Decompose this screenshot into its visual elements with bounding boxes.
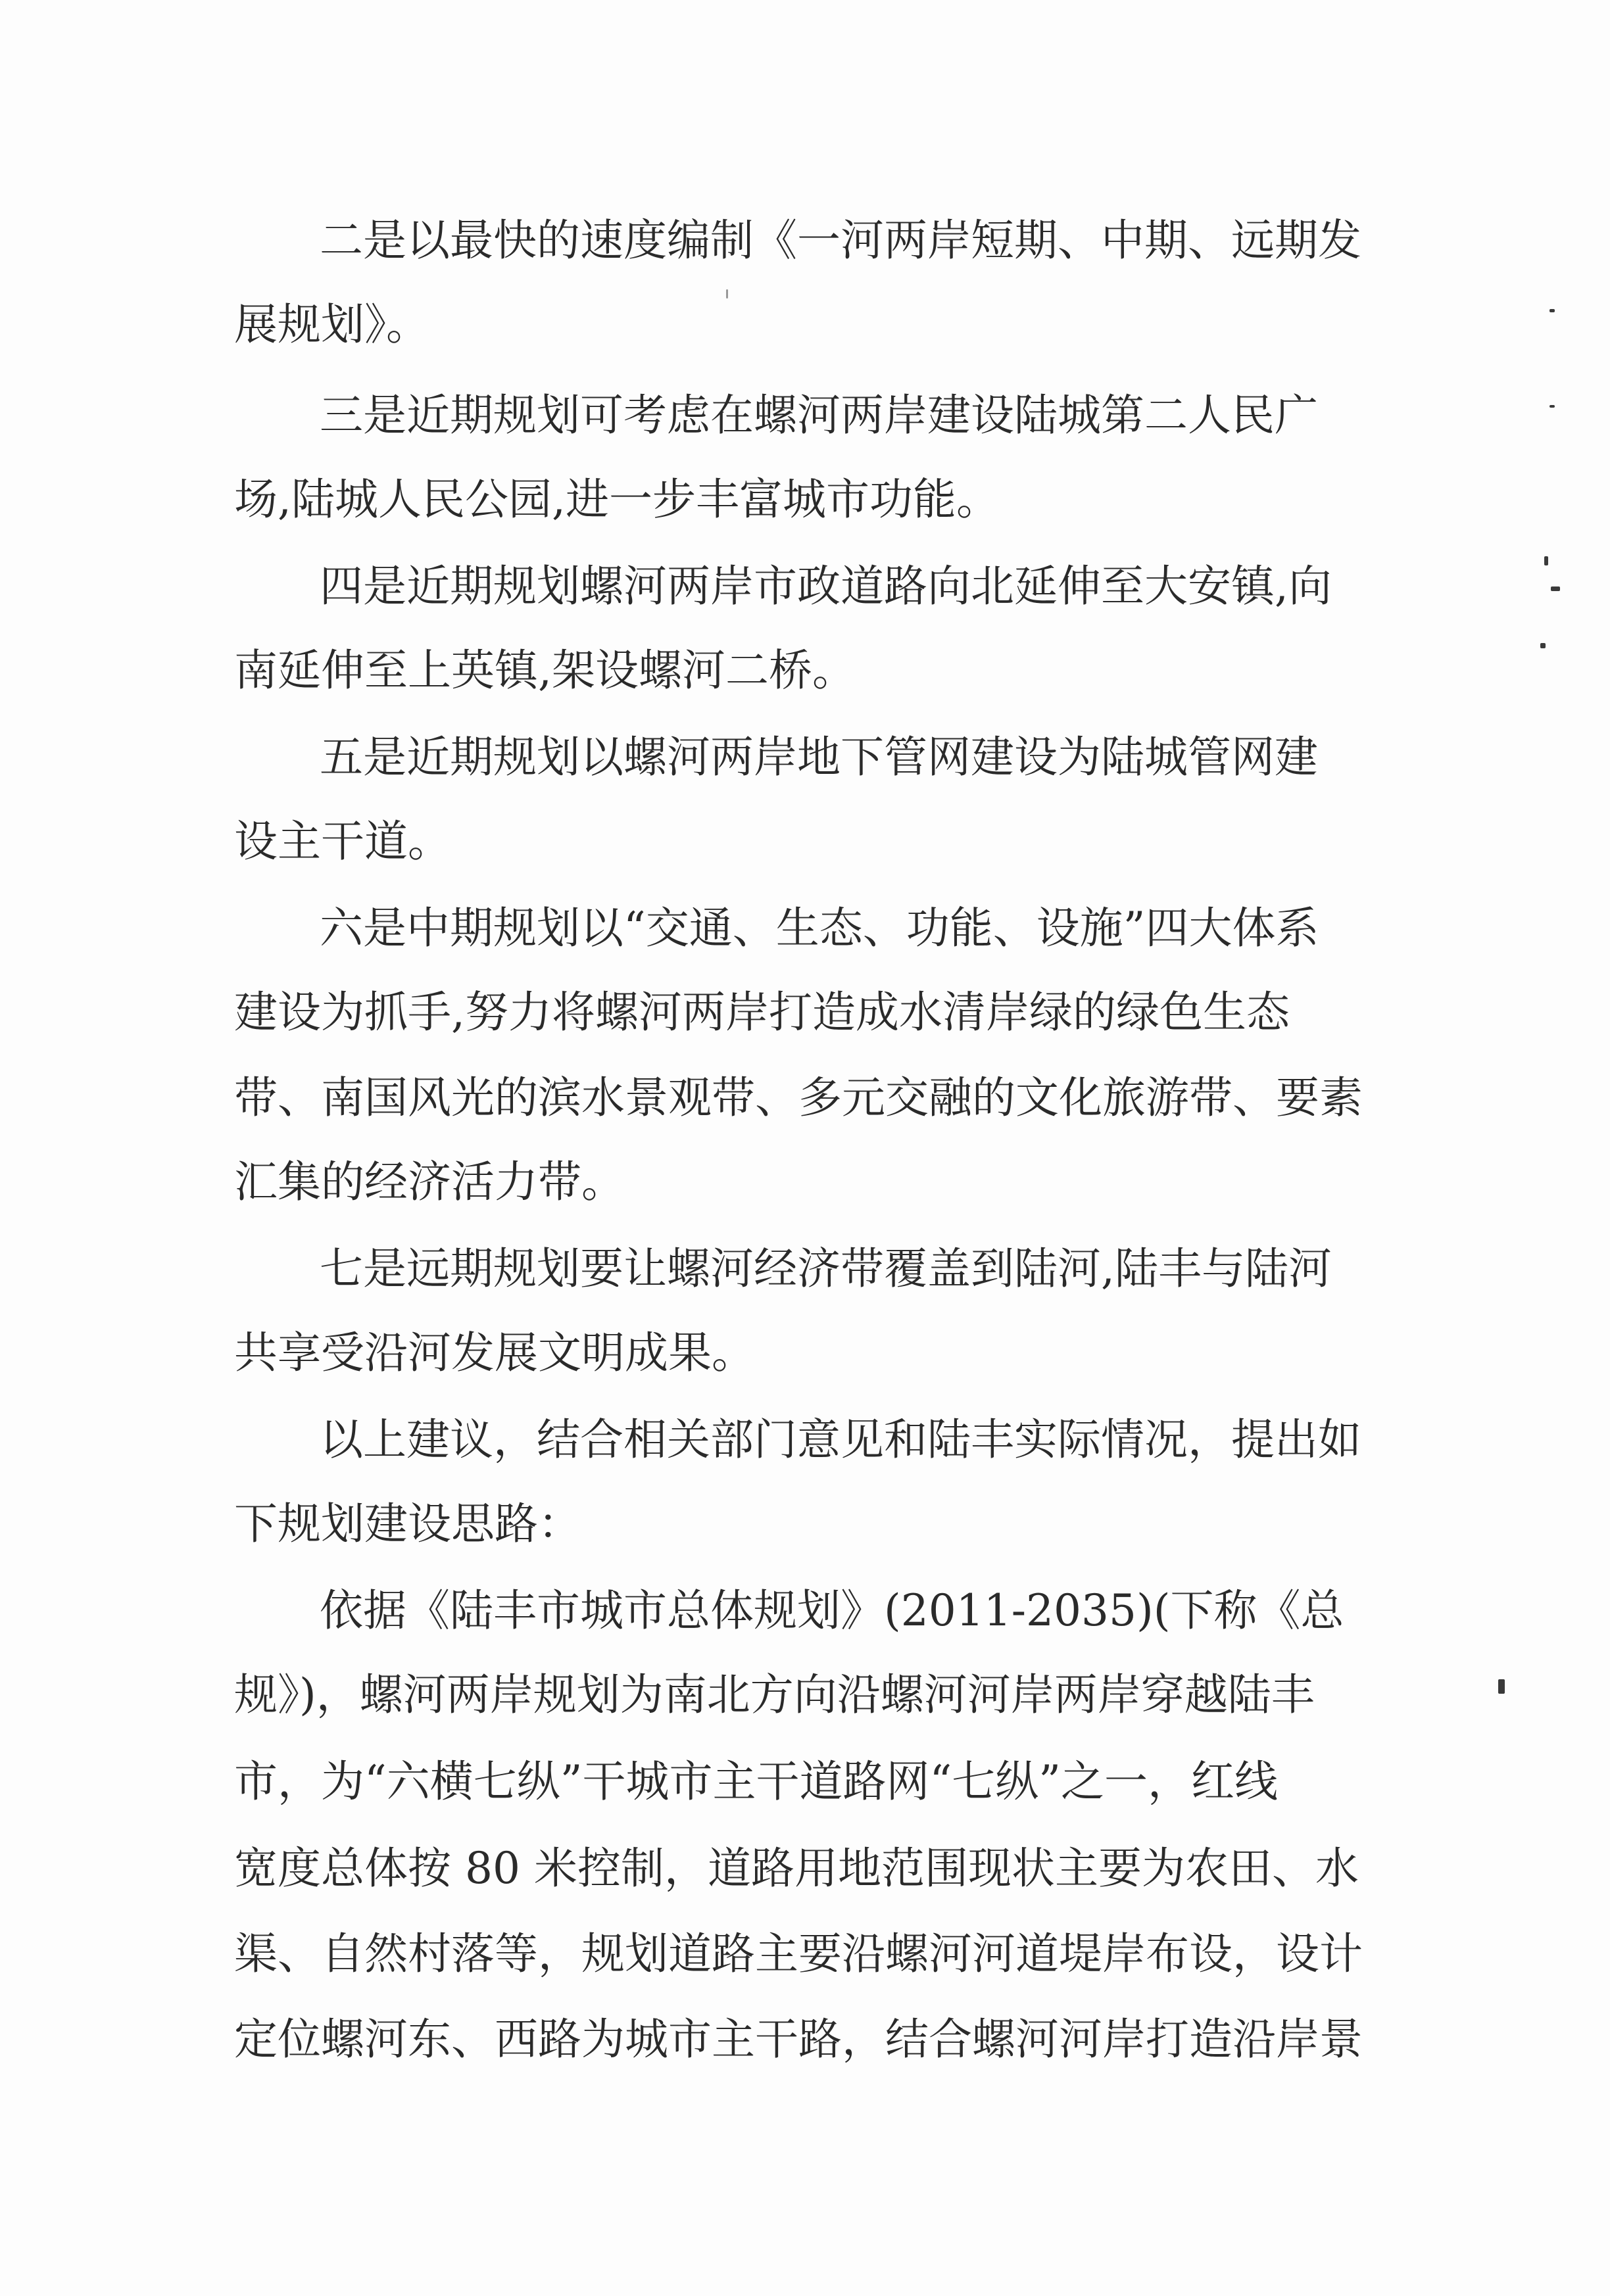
line-text: 渠、自然村落等，规划道路主要沿螺河河道堤岸布设，设计 bbox=[234, 1928, 1363, 1979]
text-line bbox=[0, 1139, 1610, 1226]
text-line bbox=[0, 281, 1610, 368]
line-text: 规》)，螺河两岸规划为南北方向沿螺河河岸两岸穿越陆丰 bbox=[234, 1669, 1315, 1720]
text-line bbox=[0, 1567, 1610, 1654]
scan-speck bbox=[1540, 643, 1546, 648]
text-line bbox=[0, 197, 1610, 284]
text-line bbox=[0, 456, 1610, 543]
text-line bbox=[0, 714, 1610, 801]
text-line bbox=[0, 885, 1610, 972]
line-text: 六是中期规划以“交通、生态、功能、设施”四大体系 bbox=[320, 903, 1319, 953]
line-text: 展规划》。 bbox=[234, 299, 429, 350]
text-line bbox=[0, 1911, 1610, 1997]
line-text: 汇集的经济活力带。 bbox=[234, 1157, 625, 1207]
text-line bbox=[0, 969, 1610, 1056]
line-text: 以上建议，结合相关部门意见和陆丰实际情况，提出如 bbox=[320, 1414, 1361, 1465]
scan-speck bbox=[1549, 309, 1555, 312]
line-text: 共享受沿河发展文明成果。 bbox=[234, 1327, 755, 1378]
scan-speck bbox=[1549, 405, 1555, 408]
text-line bbox=[0, 1397, 1610, 1483]
text-line bbox=[0, 1310, 1610, 1397]
scan-speck bbox=[1544, 556, 1548, 565]
text-line bbox=[0, 627, 1610, 714]
text-line bbox=[0, 1738, 1610, 1825]
line-text: 设主干道。 bbox=[234, 816, 451, 867]
line-text: 七是远期规划要让螺河经济带覆盖到陆河,陆丰与陆河 bbox=[320, 1243, 1332, 1294]
scan-speck bbox=[1498, 1679, 1505, 1694]
line-text: 建设为抓手,努力将螺河两岸打造成水清岸绿的绿色生态 bbox=[234, 987, 1290, 1038]
text-line bbox=[0, 1996, 1610, 2083]
text-line bbox=[0, 1481, 1610, 1567]
text-line bbox=[0, 1825, 1610, 1912]
line-text: 四是近期规划螺河两岸市政道路向北延伸至大安镇,向 bbox=[320, 561, 1332, 611]
text-line bbox=[0, 1652, 1610, 1738]
line-text: 南延伸至上英镇,架设螺河二桥。 bbox=[234, 645, 856, 696]
line-text: 带、南国风光的滨水景观带、多元交融的文化旅游带、要素 bbox=[234, 1072, 1363, 1123]
text-line bbox=[0, 543, 1610, 630]
text-line bbox=[0, 1055, 1610, 1141]
text-line bbox=[0, 798, 1610, 885]
line-text: 宽度总体按 80 米控制，道路用地范围现状主要为农田、水 bbox=[234, 1843, 1359, 1894]
line-text: 定位螺河东、西路为城市主干路，结合螺河河岸打造沿岸景 bbox=[234, 2014, 1363, 2065]
line-text: 三是近期规划可考虑在螺河两岸建设陆城第二人民广 bbox=[320, 390, 1318, 441]
line-text: 场,陆城人民公园,进一步丰富城市功能。 bbox=[234, 474, 1000, 525]
text-line bbox=[0, 1226, 1610, 1312]
line-text: 下规划建设思路： bbox=[234, 1498, 581, 1549]
line-text: 五是近期规划以螺河两岸地下管网建设为陆城管网建 bbox=[320, 732, 1318, 782]
scan-speck bbox=[1551, 586, 1560, 591]
line-text: 二是以最快的速度编制《一河两岸短期、中期、远期发 bbox=[320, 215, 1361, 266]
scan-speck bbox=[726, 289, 728, 299]
line-text: 依据《陆丰市城市总体规划》(2011-2035)(下称《总 bbox=[320, 1585, 1344, 1636]
text-line bbox=[0, 372, 1610, 459]
line-text: 市，为“六横七纵”干城市主干道路网“七纵”之一，红线 bbox=[234, 1756, 1278, 1807]
